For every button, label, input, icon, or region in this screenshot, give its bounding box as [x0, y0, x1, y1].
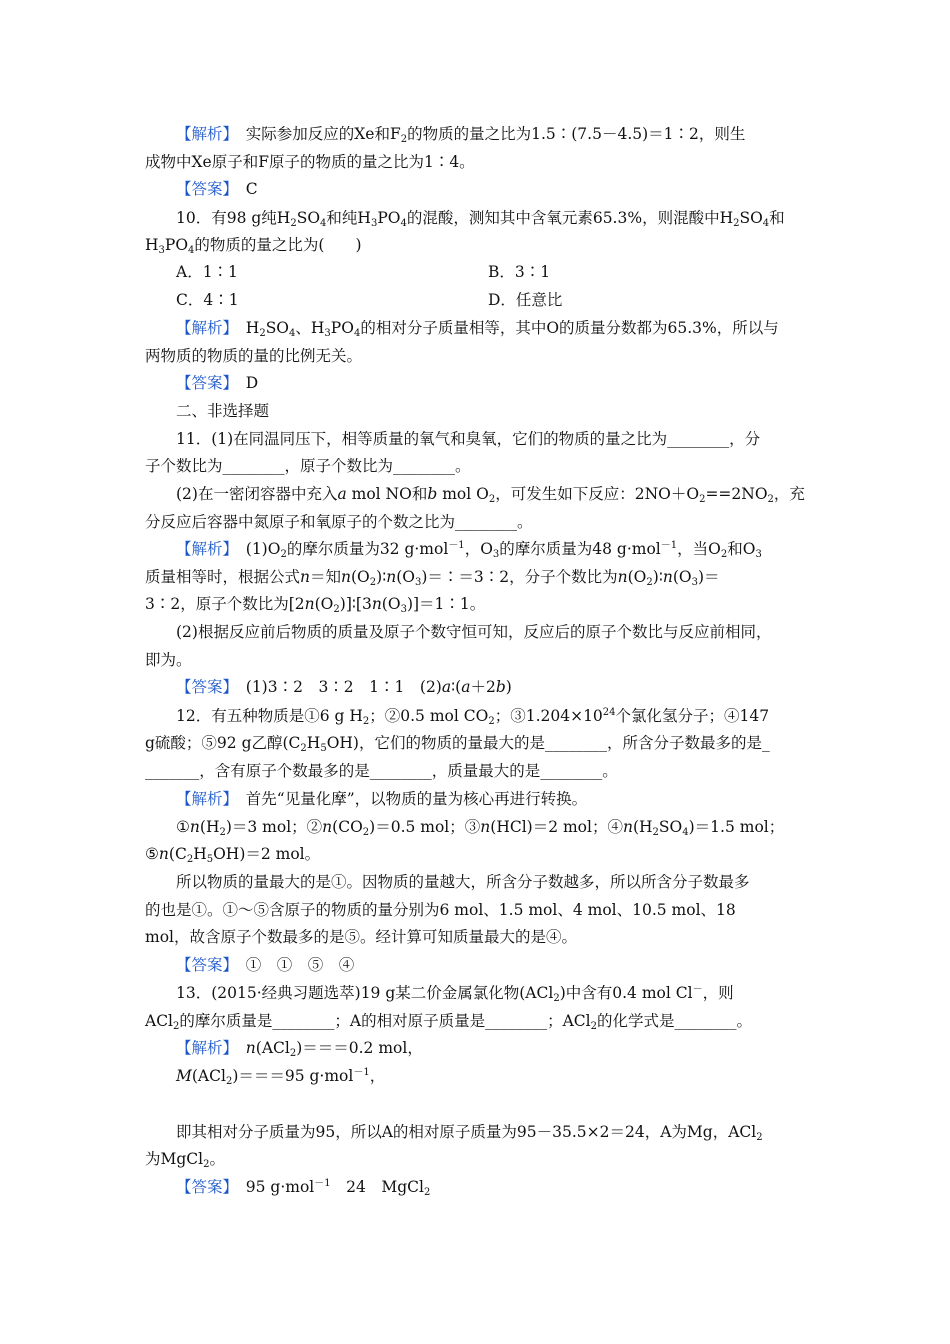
q12-analysis-line-3: $⑤n(C_2H_5OH)=2$ mol。: [145, 845, 321, 865]
q10-analysis-line-2: 两物质的物质的量的比例无关。: [145, 347, 363, 365]
q9-analysis-line-1: 【解析】 实际参加反应的Xe和$F_2$的物质的量之比为1.5∶(7.5－4.5)＝1∶2，则生: [176, 125, 746, 145]
q12-analysis-line-4: 所以物质的量最大的是①。因物质的量越大，所含分子数越多，所以所含分子数最多: [176, 873, 750, 891]
q13-analysis-line-1: 【解析】 n(ACl$_2$)＝＝＝0.2 mol，: [176, 1039, 423, 1059]
q12-stem-line-1: 12．有五种物质是①6 g $H_2$；②0.5 mol $CO_2$；$③1.204\times 10^{24}$个氯化氢分子；④147: [176, 707, 770, 727]
section-heading: 二、非选择题: [176, 402, 270, 420]
q13-analysis-line-3: 即其相对分子质量为95，所以A的相对原子质量为95－35.5×2＝24，A为Mg，ACl$_2$: [176, 1123, 763, 1143]
q11-part1-line-1: 11．(1)在同温同压下，相等质量的氧气和臭氧，它们的物质的量之比为________，分: [176, 430, 761, 448]
q10-answer: 【答案】 D: [176, 374, 259, 392]
q11-analysis-line-2: 质量相等时，根据公式n＝知$n(O_2)∶n(O_3)=∶=3∶2$，分子个数比为$n(O_2)∶n(O_3)=$: [145, 568, 720, 588]
q12-analysis-line-2: $①n(H_2)=3$ mol；$②n(CO_2)=0.5$ mol；③n(HCl)＝2 mol；$④n(H_2SO_4)=1.5$ mol；: [176, 818, 785, 838]
q9-analysis-line-2: 成物中Xe原子和F原子的物质的量之比为1∶4。: [145, 153, 475, 171]
q10-option-a: A．1∶1: [176, 263, 238, 281]
q10-stem-line-2: $H_3PO_4$的物质的量之比为( ): [145, 236, 362, 256]
q9-answer: 【答案】 C: [176, 180, 258, 198]
q11-analysis-line-3: 3∶2，原子个数比为$[2n(O_2)]∶[3n(O_3)]=1∶1$。: [145, 595, 486, 615]
q11-answer: 【答案】 (1)3∶2 3∶2 1∶1 (2)a∶(a＋2b): [176, 678, 512, 696]
q11-part2-line-1: (2)在一密闭容器中充入a mol NO和b mol $O_2$，可发生如下反应：$2NO+O_2==2NO_2$，充: [176, 485, 805, 505]
q12-stem-line-2: g硫酸；⑤92 g乙醇$(C_2H_5OH)$，它们的物质的量最大的是________，所含分子数最多的是_: [145, 734, 770, 754]
q10-stem-line-1: 10．有98 g纯$H_2SO_4$和纯$H_3PO_4$的混酸，测知其中含氧元素65.3%，则混酸中$H_2SO_4$和: [176, 209, 785, 229]
q13-analysis-line-2: M(ACl$_2$)＝＝＝95 g·mol$^{-1}$，: [176, 1067, 386, 1087]
q12-answer: 【答案】 ① ① ⑤ ④: [176, 956, 355, 974]
q12-stem-line-3: _______，含有原子个数最多的是________，质量最大的是________。: [145, 762, 618, 780]
q10-option-b: B．3∶1: [488, 263, 551, 281]
q10-option-c: C．4∶1: [176, 291, 239, 309]
q13-stem-line-1: 13．(2015·经典习题选萃)19 g某二价金属氯化物(ACl$_2$)中含有0.4 mol Cl－，则: [176, 984, 734, 1004]
q10-analysis-line-1: 【解析】 $H_2SO_4$、$H_3PO_4$的相对分子质量相等，其中O的质量分数都为65.3%，所以与: [176, 319, 779, 339]
q10-option-d: D．任意比: [488, 291, 563, 309]
q11-part1-line-2: 子个数比为________，原子个数比为________。: [145, 457, 471, 475]
q12-analysis-line-5: 的也是①。①～⑤含原子的物质的量分别为6 mol、1.5 mol、4 mol、10.5 mol、18: [145, 901, 736, 919]
q11-analysis-line-4: (2)根据反应前后物质的质量及原子个数守恒可知，反应后的原子个数比与反应前相同，: [176, 623, 772, 641]
q12-analysis-line-1: 【解析】 首先“见量化摩”，以物质的量为核心再进行转换。: [176, 790, 588, 808]
q13-stem-line-2: ACl$_2$的摩尔质量是________；A的相对原子质量是________；ACl$_2$的化学式是________。: [145, 1012, 752, 1032]
q13-answer: 【答案】 95 g·mol$^{-1}$ 24 MgCl$_2$: [176, 1178, 431, 1198]
q11-part2-line-2: 分反应后容器中氮原子和氧原子的个数之比为________。: [145, 513, 533, 531]
q13-analysis-line-4: 为MgCl$_2$。: [145, 1150, 226, 1170]
answer-label: 【答案】: [176, 180, 231, 198]
q11-analysis-line-5: 即为。: [145, 651, 192, 669]
analysis-label: 【解析】: [176, 125, 231, 143]
q12-analysis-line-6: mol，故含原子个数最多的是⑤。经计算可知质量最大的是④。: [145, 928, 577, 946]
q11-analysis-line-1: 【解析】 $(1)O_2$的摩尔质量为32 g·mol$^{-1}$，$O_3$的摩尔质量为48 g·mol$^{-1}$，当$O_2$和$O_3$: [176, 540, 762, 560]
